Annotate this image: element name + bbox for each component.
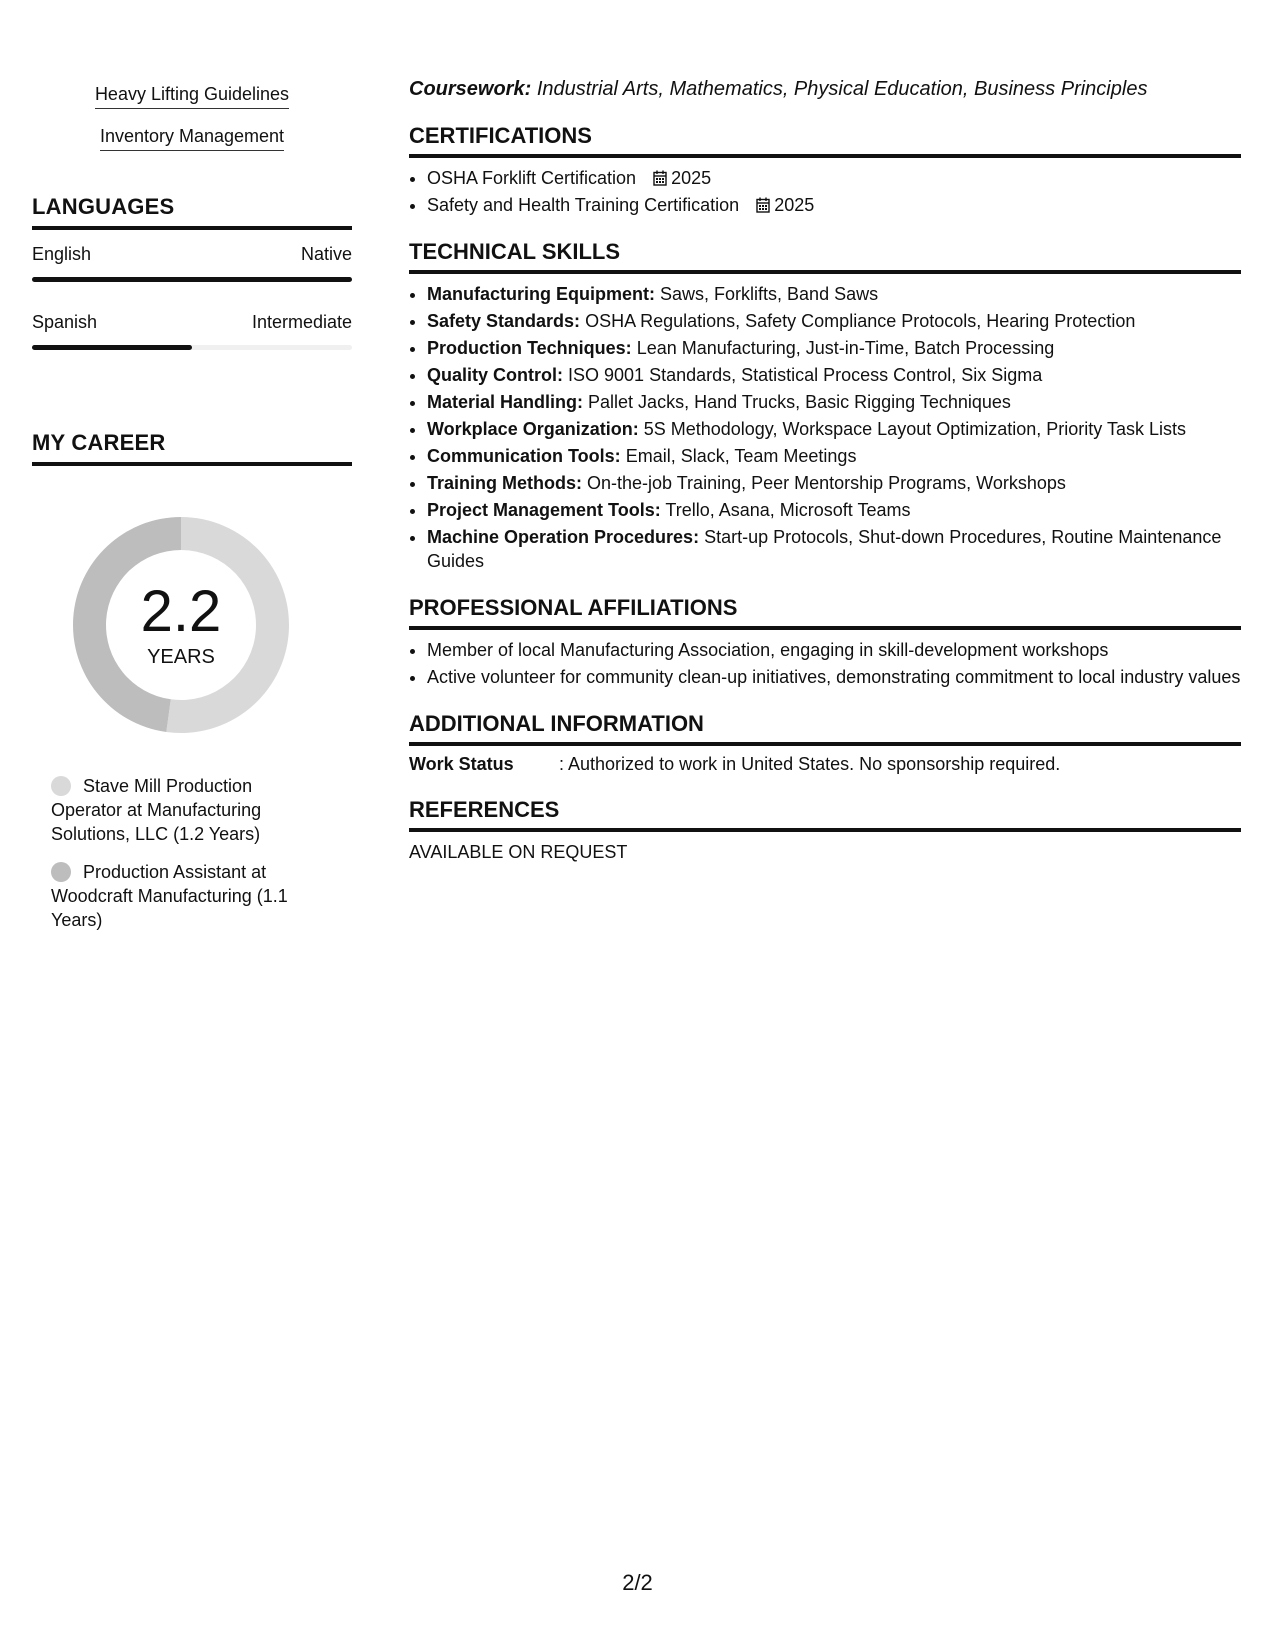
skill-text: Start-up Protocols, Shut-down Procedures, Routine Maintenance Guides bbox=[427, 527, 1222, 571]
career-legend-item bbox=[51, 774, 321, 846]
career-total-value: 2.2 bbox=[140, 579, 222, 644]
certification-name: Safety and Health Training Certification bbox=[427, 195, 740, 215]
skill-item bbox=[427, 417, 1241, 441]
technical-skills-title: TECHNICAL SKILLS bbox=[409, 239, 1241, 274]
skill-text: OSHA Regulations, Safety Compliance Protocols, Hearing Protection bbox=[585, 311, 1136, 331]
skill-item bbox=[427, 309, 1241, 333]
certifications-title: CERTIFICATIONS bbox=[409, 123, 1241, 158]
skill-label: Production Techniques: bbox=[427, 338, 632, 358]
skill-text: Email, Slack, Team Meetings bbox=[625, 446, 857, 466]
language-item bbox=[32, 312, 352, 350]
skill-label: Safety Standards: bbox=[427, 311, 581, 331]
skill-item bbox=[427, 390, 1241, 414]
career-section bbox=[32, 430, 352, 932]
affiliations-title: PROFESSIONAL AFFILIATIONS bbox=[409, 595, 1241, 630]
work-status-row bbox=[409, 754, 1241, 775]
skill-item bbox=[427, 444, 1241, 468]
languages-title: LANGUAGES bbox=[32, 194, 352, 230]
skill-text: ISO 9001 Standards, Statistical Process Control, Six Sigma bbox=[568, 365, 1043, 385]
skill-text: Lean Manufacturing, Just-in-Time, Batch Processing bbox=[636, 338, 1055, 358]
language-proficiency-fill bbox=[32, 277, 352, 282]
language-level: Native bbox=[300, 244, 352, 264]
right-column bbox=[409, 78, 1241, 863]
skill-item bbox=[427, 525, 1241, 573]
skill-item bbox=[427, 336, 1241, 360]
language-proficiency-bar bbox=[32, 345, 352, 350]
skill-text: 5S Methodology, Workspace Layout Optimization, Priority Task Lists bbox=[643, 419, 1186, 439]
certification-year: 2025 bbox=[671, 168, 712, 188]
skill-label: Quality Control: bbox=[427, 365, 563, 385]
languages-section bbox=[32, 194, 352, 350]
skill-text: On-the-job Training, Peer Mentorship Programs, Workshops bbox=[587, 473, 1066, 493]
skill-tag: Heavy Lifting Guidelines bbox=[95, 84, 289, 109]
skill-label: Material Handling: bbox=[427, 392, 584, 412]
calendar-icon bbox=[756, 197, 770, 213]
coursework-line bbox=[409, 78, 1241, 101]
references-section bbox=[409, 797, 1241, 863]
page-number: 2/2 bbox=[622, 1570, 653, 1595]
career-donut-chart bbox=[66, 510, 296, 740]
skill-label: Communication Tools: bbox=[427, 446, 621, 466]
skill-text: Saws, Forklifts, Band Saws bbox=[660, 284, 879, 304]
skill-text: Pallet Jacks, Hand Trucks, Basic Rigging Techniques bbox=[588, 392, 1011, 412]
skill-label: Training Methods: bbox=[427, 473, 582, 493]
legend-label: Production Assistant at Woodcraft Manufacturing (1.1 Years) bbox=[51, 862, 288, 930]
left-column bbox=[32, 84, 352, 946]
career-total-unit: YEARS bbox=[147, 646, 215, 668]
affiliation-item: • Active volunteer for community clean-up initiatives, demonstrating commitment to local industry values bbox=[427, 665, 1241, 689]
skill-tag: Inventory Management bbox=[100, 126, 284, 151]
skill-tags bbox=[32, 84, 352, 168]
calendar-icon bbox=[653, 170, 667, 186]
work-status-value: : Authorized to work in United States. No sponsorship required. bbox=[559, 754, 1061, 774]
language-proficiency-bar bbox=[32, 277, 352, 282]
career-legend-item bbox=[51, 860, 321, 932]
career-legend bbox=[32, 774, 321, 932]
coursework-text: Industrial Arts, Mathematics, Physical Education, Business Principles bbox=[536, 78, 1148, 100]
legend-dot bbox=[51, 862, 71, 882]
language-item bbox=[32, 244, 352, 282]
work-status-label: Work Status bbox=[409, 754, 514, 774]
certification-name: OSHA Forklift Certification bbox=[427, 168, 637, 188]
skill-item bbox=[427, 363, 1241, 387]
skill-label: Manufacturing Equipment: bbox=[427, 284, 655, 304]
language-level: Intermediate bbox=[251, 312, 352, 332]
certification-year: 2025 bbox=[774, 195, 815, 215]
language-proficiency-fill bbox=[32, 345, 192, 350]
language-name: English bbox=[32, 244, 92, 264]
technical-skills-section bbox=[409, 239, 1241, 573]
legend-dot bbox=[51, 776, 71, 796]
certifications-section bbox=[409, 123, 1241, 217]
legend-label: Stave Mill Production Operator at Manufacturing Solutions, LLC (1.2 Years) bbox=[51, 776, 262, 844]
additional-info-title: ADDITIONAL INFORMATION bbox=[409, 711, 1241, 746]
references-text: AVAILABLE ON REQUEST bbox=[409, 842, 628, 862]
coursework-label: Coursework: bbox=[409, 78, 532, 100]
additional-info-section bbox=[409, 711, 1241, 775]
skill-label: Workplace Organization: bbox=[427, 419, 639, 439]
skill-label: Project Management Tools: bbox=[427, 500, 661, 520]
certification-item bbox=[427, 166, 1241, 190]
certification-item bbox=[427, 193, 1241, 217]
skill-item bbox=[427, 471, 1241, 495]
career-title: MY CAREER bbox=[32, 430, 352, 466]
skill-item bbox=[427, 498, 1241, 522]
affiliation-item: • Member of local Manufacturing Association, engaging in skill-development workshops bbox=[427, 638, 1241, 662]
skill-text: Trello, Asana, Microsoft Teams bbox=[665, 500, 911, 520]
skill-item bbox=[427, 282, 1241, 306]
skill-label: Machine Operation Procedures: bbox=[427, 527, 700, 547]
language-name: Spanish bbox=[32, 312, 98, 332]
affiliations-section bbox=[409, 595, 1241, 689]
references-title: REFERENCES bbox=[409, 797, 1241, 832]
career-total bbox=[66, 579, 296, 669]
technical-skills-list bbox=[409, 282, 1241, 573]
